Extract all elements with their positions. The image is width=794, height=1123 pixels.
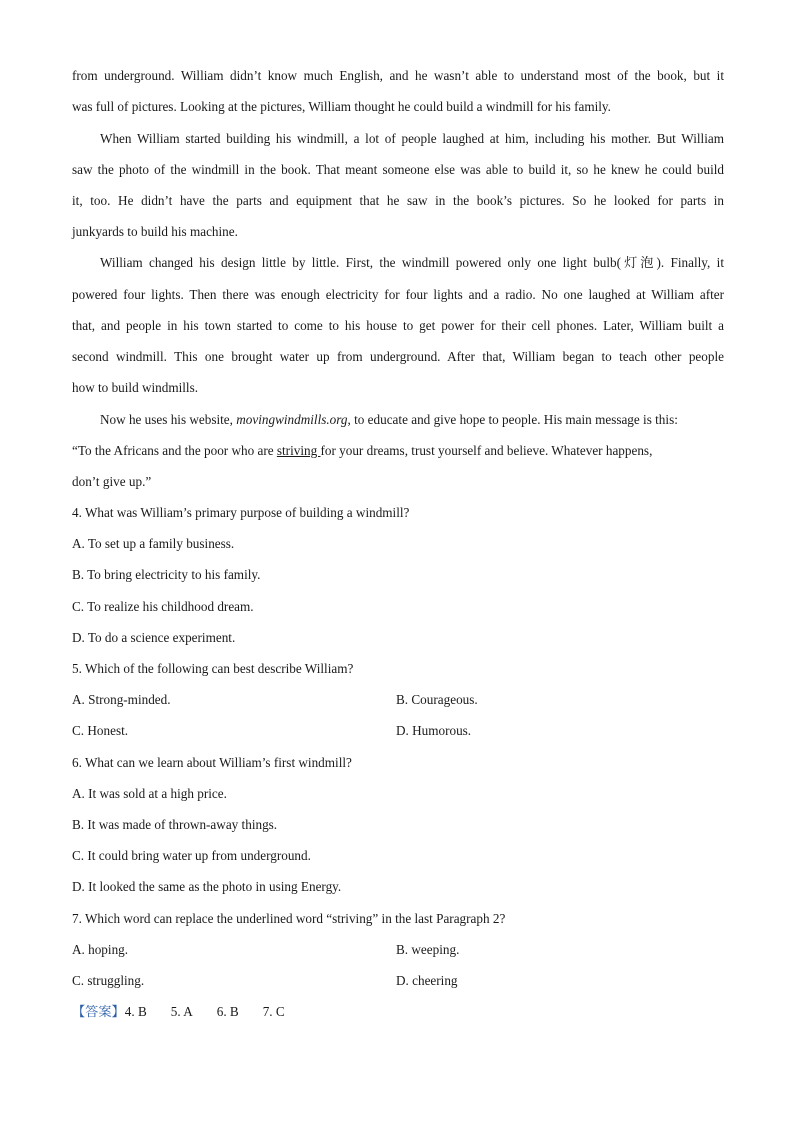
passage-line: don’t give up.” bbox=[72, 474, 152, 489]
passage-line bbox=[100, 411, 724, 429]
option-c: C. To realize his childhood dream. bbox=[72, 599, 254, 614]
option-a: A. Strong-minded. bbox=[72, 692, 171, 707]
passage-text: for your dreams, trust yourself and believe. Whatever happens, bbox=[320, 443, 653, 458]
passage-line bbox=[72, 442, 724, 460]
option-a: A. To set up a family business. bbox=[72, 536, 235, 551]
question-stem: 4. What was William’s primary purpose of building a windmill? bbox=[72, 505, 410, 520]
answer-line bbox=[72, 1003, 724, 1021]
passage-line: that, and people in his town started to come to his house to get power for their cell phones. Later, William built a bbox=[72, 318, 724, 333]
option-b: B. To bring electricity to his family. bbox=[72, 567, 261, 582]
option-a: A. It was sold at a high price. bbox=[72, 786, 227, 801]
question-stem: 6. What can we learn about William’s first windmill? bbox=[72, 755, 352, 770]
option-d: D. To do a science experiment. bbox=[72, 630, 236, 645]
passage-text: , to educate and give hope to people. His main message is this: bbox=[347, 412, 678, 427]
passage-line: was full of pictures. Looking at the pictures, William thought he could build a windmill for his family. bbox=[72, 99, 611, 114]
answer-item: 7. C bbox=[262, 1004, 285, 1019]
option-a: A. hoping. bbox=[72, 942, 129, 957]
option-b: B. It was made of thrown-away things. bbox=[72, 817, 278, 832]
question-stem: 5. Which of the following can best describe William? bbox=[72, 661, 354, 676]
passage-line: second windmill. This one brought water up from underground. After that, William began to teach other people bbox=[72, 349, 724, 364]
option-b: B. Courageous. bbox=[396, 692, 478, 707]
passage-text: “To the Africans and the poor who are bbox=[72, 443, 277, 458]
passage-line: powered four lights. Then there was enough electricity for four lights and a radio. No one laughed at William after bbox=[72, 287, 724, 302]
passage-line: how to build windmills. bbox=[72, 380, 199, 395]
option-c: C. struggling. bbox=[72, 973, 145, 988]
option-b: B. weeping. bbox=[396, 942, 460, 957]
website-link: movingwindmills.org bbox=[236, 412, 348, 427]
passage-line: When William started building his windmill, a lot of people laughed at him, including his mother. But William bbox=[100, 131, 724, 146]
answer-item: 5. A bbox=[170, 1004, 193, 1019]
option-d: D. cheering bbox=[396, 973, 458, 988]
option-c: C. It could bring water up from underground. bbox=[72, 848, 311, 863]
passage-line: saw the photo of the windmill in the book. That meant someone else was able to build it, so he knew he could build bbox=[72, 162, 724, 177]
passage-line: it, too. He didn’t have the parts and equipment that he saw in the book’s pictures. So he looked for parts in bbox=[72, 193, 724, 208]
question-stem: 7. Which word can replace the underlined word “striving” in the last Paragraph 2? bbox=[72, 911, 506, 926]
option-d: D. It looked the same as the photo in using Energy. bbox=[72, 879, 342, 894]
option-c: C. Honest. bbox=[72, 723, 129, 738]
passage-text: Now he uses his website, bbox=[100, 412, 237, 427]
answer-tag: 【答案】 bbox=[72, 1004, 125, 1019]
answer-item: 4. B bbox=[124, 1004, 147, 1019]
passage-line: junkyards to build his machine. bbox=[72, 224, 238, 239]
answer-item: 6. B bbox=[216, 1004, 239, 1019]
passage-line: from underground. William didn’t know much English, and he wasn’t able to understand most of the book, but it bbox=[72, 68, 724, 83]
option-d: D. Humorous. bbox=[396, 723, 472, 738]
underlined-word: striving bbox=[276, 443, 321, 458]
passage-line: William changed his design little by little. First, the windmill powered only one light bulb(灯泡). Finally, it bbox=[100, 255, 724, 270]
